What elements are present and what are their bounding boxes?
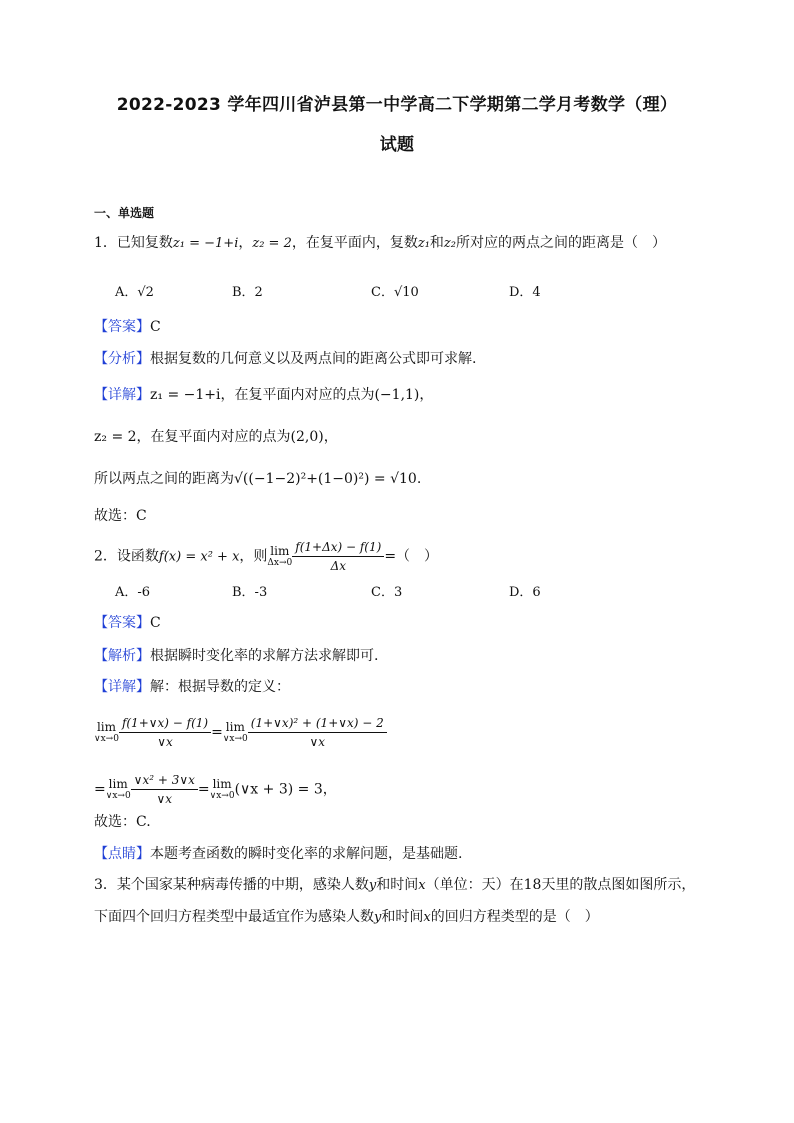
q2-option-a: A．-6 bbox=[115, 585, 151, 600]
q2-fraction: $\frac{f(1+\Delta x) - f(1)}{\Delta x}$ bbox=[292, 538, 384, 575]
q1-option-d: D．4 bbox=[509, 285, 541, 300]
q1-detail-2: z₂ = 2，在复平面内对应的点为(2,0)， bbox=[94, 429, 338, 445]
q1-choose: 故选：C bbox=[94, 508, 147, 524]
q2-equation-2: = lim ∨x→0 $\frac{\text{∨x² + 3∨x}}{\vee x}$ = lim ∨x→0 (∨x + 3) = 3， bbox=[94, 773, 337, 806]
q1-detail: 【详解】z₁ = −1+i，在复平面内对应的点为(−1,1)， bbox=[94, 387, 434, 403]
q2-comment: 【点睛】本题考查函数的瞬时变化率的求解问题，是基础题. bbox=[94, 846, 463, 862]
q2-option-d: D．6 bbox=[509, 585, 541, 600]
section-heading: 一、单选题 bbox=[94, 206, 155, 220]
q1-detail-3: 所以两点之间的距离为√((−1−2)²+(1−0)²) = √10. bbox=[94, 471, 422, 487]
q2-choose: 故选：C. bbox=[94, 814, 151, 830]
q3-stem-line2: 下面四个回归方程类型中最适宜作为感染人数y和时间x的回归方程类型的是（ ） bbox=[94, 909, 599, 925]
q1-answer: 【答案】C bbox=[94, 319, 161, 335]
q2-stem: 2．设函数f(x) = x² + x，则 lim Δx→0 $\frac{f(1+\Delta x) - f(1)}{\Delta x}$ =（ ） bbox=[94, 540, 439, 573]
q1-option-b: B．2 bbox=[232, 285, 263, 300]
page-title-line2: 试题 bbox=[379, 135, 415, 155]
q1-stem: 1．已知复数z₁ = −1+i，z₂ = 2，在复平面内，复数z₁和z₂所对应的两点之间的距离是（ ） bbox=[94, 235, 666, 251]
q1-option-a: A．√2 bbox=[115, 285, 154, 300]
q2-answer: 【答案】C bbox=[94, 615, 161, 631]
q2-detail: 【详解】解：根据导数的定义： bbox=[94, 679, 290, 695]
q3-stem-line1: 3．某个国家某种病毒传播的中期，感染人数y和时间x（单位：天）在18天里的散点图如图所示， bbox=[94, 877, 696, 893]
q2-option-b: B．-3 bbox=[232, 585, 268, 600]
q2-option-c: C．3 bbox=[371, 585, 403, 600]
q1-option-c: C．√10 bbox=[371, 285, 419, 300]
q1-analysis: 【分析】根据复数的几何意义以及两点间的距离公式即可求解. bbox=[94, 351, 477, 367]
page-title: 2022-2023 学年四川省泸县第一中学高二下学期第二学月考数学（理） bbox=[116, 95, 678, 115]
q2-equation-1: lim ∨x→0 $\frac{f(1+\vee x) - f(1)}{\vee x}$ = lim ∨x→0 $\frac{\text{(1+∨x)² + (1+∨x) − 2}}{\vee x}$ bbox=[94, 714, 387, 750]
q2-analysis: 【解析】根据瞬时变化率的求解方法求解即可. bbox=[94, 648, 379, 664]
limit-operator: lim Δx→0 bbox=[267, 543, 293, 568]
